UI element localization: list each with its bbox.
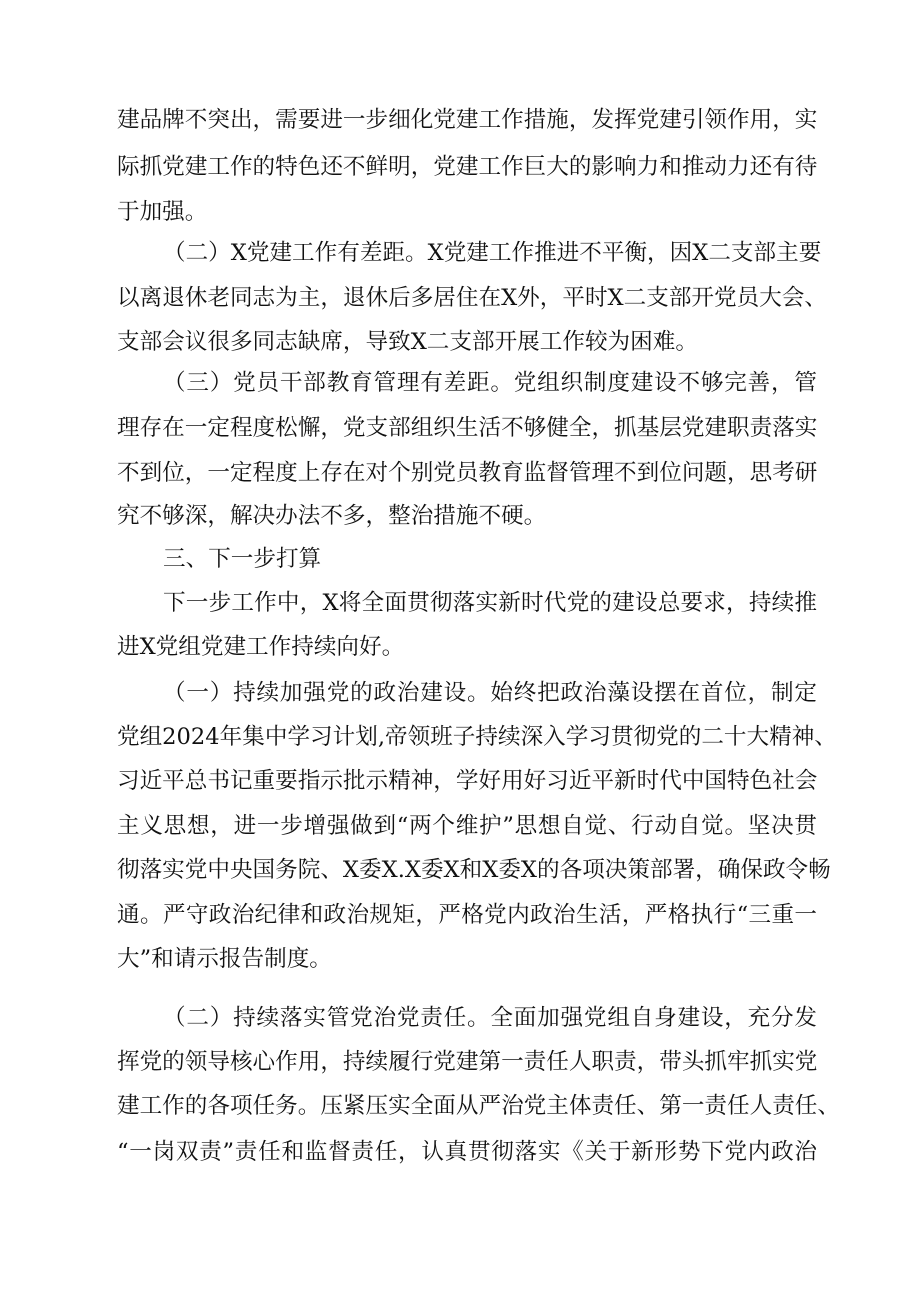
paragraph-line: “一岗双责”责任和监督责任，认真贯彻落实《关于新形势下党内政治 <box>117 1139 817 1165</box>
paragraph-line: 究不够深，解决办法不多，整治措施不硬。 <box>117 503 547 529</box>
paragraph-line: （三）党员干部教育管理有差距。党组织制度建设不够完善，管 <box>163 370 817 396</box>
paragraph-line: 主义思想，进一步增强做到“两个维护”思想自觉、行动自觉。坚决贯 <box>117 813 817 839</box>
paragraph-line: 彻落实党中央国务院、X委X.X委X和X委X的各项决策部署，确保政令畅 <box>117 857 831 883</box>
paragraph-line: 建品牌不突出，需要进一步细化党建工作措施，发挥党建引领作用，实 <box>117 107 818 133</box>
paragraph-line: 建工作的各项任务。压紧压实全面从严治党主体责任、第一责任人责任、 <box>117 1093 840 1119</box>
paragraph-line: （二）持续落实管党治党责任。全面加强党组自身建设，充分发 <box>163 1005 817 1031</box>
paragraph-line: 挥党的领导核心作用，持续履行党建第一责任人职责，带头抓牢抓实党 <box>117 1049 818 1075</box>
paragraph-line: 际抓党建工作的特色还不鲜明，党建工作巨大的影响力和推动力还有待 <box>117 154 818 180</box>
paragraph-line: 下一步工作中，X将全面贯彻落实新时代党的建设总要求，持续推 <box>163 590 817 616</box>
paragraph-line: （一）持续加强党的政治建设。始终把政治藻设摆在首位，制定 <box>163 680 817 706</box>
paragraph-line: 理存在一定程度松懈，党支部组织生活不够健全，抓基层党建职责落实 <box>117 415 818 441</box>
section-heading: 三、下一步打算 <box>163 546 322 572</box>
paragraph-line: 以离退休老同志为主，退休后多居住在X外，平时X二支部开党员大会、 <box>117 285 827 311</box>
paragraph-line: 支部会议很多同志缺席，导致X二支部开展工作较为困难。 <box>117 329 698 355</box>
paragraph-line: 大”和请示报告制度。 <box>117 946 332 972</box>
paragraph-line: 党组2024年集中学习计划,帝领班子持续深入学习贯彻党的二十大精神、 <box>117 724 837 750</box>
paragraph-line: 习近平总书记重要指示批示精神，学好用好习近平新时代中国特色社会 <box>117 768 818 794</box>
paragraph-line: 不到位，一定程度上存在对个别党员教育监督管理不到位问题，思考研 <box>117 460 818 486</box>
paragraph-line: 通。严守政治纪律和政治规矩，严格党内政治生活，严格执行“三重一 <box>117 902 817 928</box>
paragraph-line: 于加强。 <box>117 199 208 225</box>
paragraph-line: 进X党组党建工作持续向好。 <box>117 634 405 660</box>
paragraph-line: （二）X党建工作有差距。X党建工作推进不平衡，因X二支部主要 <box>163 240 822 266</box>
